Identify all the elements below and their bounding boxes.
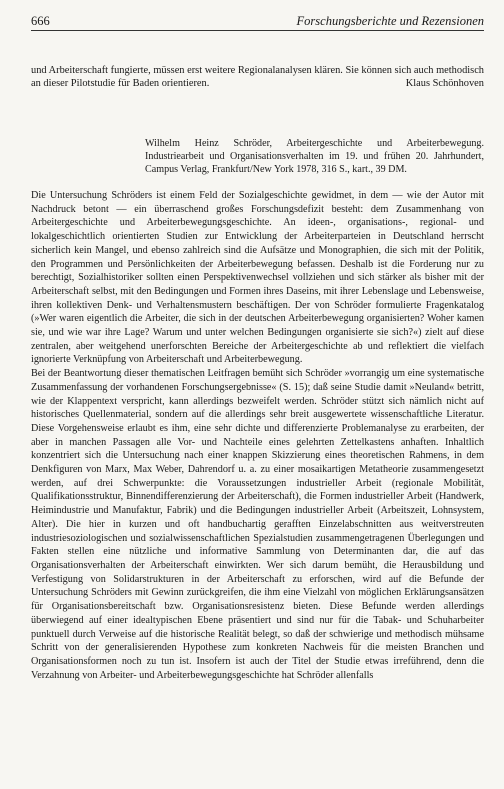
review-body [31, 189, 484, 682]
running-title: Forschungsberichte und Rezensionen [296, 14, 484, 28]
bibliographic-entry: Wilhelm Heinz Schröder, Arbeitergeschichte und Arbeiterbewegung. Industriearbeit und Organisationsverhalten im 19. und frühen 20. Jahrhundert, Campus Verlag, Frankfurt/New York 1978, 316 S., kart., 39 DM. [145, 138, 484, 176]
previous-review-author: Klaus Schönhoven [405, 78, 484, 90]
header-divider [31, 30, 484, 31]
page-header [31, 14, 484, 28]
review-paragraph-2: Bei der Beantwortung dieser thematischen Leitfragen bemüht sich Schröder »vorrangig um eine systematische Zusammenfassung der vorhandenen Forschungsergebnisse« (S. 15); daß seine Studie damit »Neuland« betritt, wie der Klappentext verspricht, kann allerdings bezweifelt werden. Schröder stützt sich nämlich nicht auf historisches Quellenmaterial, sondern auf die allerdings sehr breit ausgewertete wissenschaftliche Literatur. Diese Vorgehensweise erlaubt es ihm, eine sehr dichte und differenzierte Problemanalyse zu erarbeiten, der aber in manchen Passagen alle Vor- und Nachteile eines gelehrten Zettelkastens anhaften. Inhaltlich konzentriert sich die Untersuchung nach einer knappen Skizzierung eines theoretischen Rahmens, in dem Denkfiguren von Marx, Max Weber, Dahrendorf u. a. zu einer mosaikartigen Metatheorie zusammengesetzt werden, auf drei Schwerpunkte: die Voraussetzungen industrieller Arbeit (regionale Mobilität, Qualifikationsstruktur, Binnendifferenzierung der Arbeiterschaft), die Formen industrieller Arbeit (Handwerk, Heimindustrie und Manufaktur, Fabrik) und die Bedingungen industrieller Arbeit (Arbeitszeit, Lohnsystem, Alter). Die hier in kurzen und oft handbuchartig gerafften Einzelabschnitten aus weitverstreuten industriesoziologischen und sozialwissenschaftlichen Spezialstudien zusammengetragenen Überlegungen und Fakten stellen eine nützliche und informative Sammlung von Determinanten dar, die auf das Organisationsverhalten der Arbeiterschaft einwirkten. Wer sich darum bemüht, die Herausbildung und Verfestigung von Solidarstrukturen in der Arbeiterschaft zu erforschen, wird auf die Befunde der Untersuchung Schröders mit Gewinn zurückgreifen, die ihm eine Vielzahl von möglichen Erklärungsansätzen für Organisationsbereitschaft bzw. Organisationsresistenz bieten. Diese Befunde werden allerdings überwiegend auf einer idealtypischen Ebene präsentiert und sind nur für die Tabak- und Schuharbeiter punktuell durch Verweise auf die historische Realität belegt, so daß der schwierige und methodisch mühsame Schritt von der generalisierenden Hypothese zum konkreten Nachweis für die meisten Branchen und Organisationsformen noch zu tun ist. Insofern ist auch der Titel der Studie etwas irreführend, denn die Verzahnung von Arbeiter- und Arbeiterbewegungsgeschichte hat Schröder allenfalls [31, 368, 484, 681]
review-paragraph-1: Die Untersuchung Schröders ist einem Feld der Sozialgeschichte gewidmet, in dem — wie der Autor mit Nachdruck betont — ein überraschend großes Forschungsdefizit besteht: dem Zusammenhang von Arbeitergeschichte und Arbeiterbewegungsgeschichte. An ideen-, organisations-, regional- und lokalgeschichtlich orientierten Studien zur Entwicklung der Arbeiterparteien in Deutschland herrscht sicherlich kein Mangel, und ebenso zahlreich sind die Aufsätze und Monographien, die sich mit der Politik, den Programmen und Persönlichkeiten der Arbeiterbewegung befassen. Deshalb ist die Forderung nur zu berechtigt, Sozialhistoriker sollten einen Perspektivenwechsel vollziehen und sich stärker als bisher mit der Arbeiterschaft selbst, mit den Bedingungen und Formen ihres Daseins, mit ihrer Lebenslage und Lebensweise, ihren kollektiven Denk- und Verhaltensmustern beschäftigen. Der von Schröder formulierte Fragenkatalog (»Wer waren eigentlich die Arbeiter, die sich in der deutschen Arbeiterbewegung organisierten? Woher kamen sie, und wie war ihre Lage? Warum und unter welchen Bedingungen organisierte sie sich?«) zielt auf diese zentralen, aber weitgehend unerforschten Bereiche der Arbeitergeschichte ab und reflektiert die vielfach ignorierte Verknüpfung von Arbeiterschaft und Arbeiterbewegung. [31, 190, 484, 366]
previous-review-ending [31, 64, 484, 90]
previous-review-text: und Arbeiterschaft fungierte, müssen erst weitere Regionalanalysen klären. Sie können sich auch methodisch an dieser Pilotstudie für Baden orientieren. [31, 65, 485, 90]
page-number: 666 [31, 14, 50, 28]
